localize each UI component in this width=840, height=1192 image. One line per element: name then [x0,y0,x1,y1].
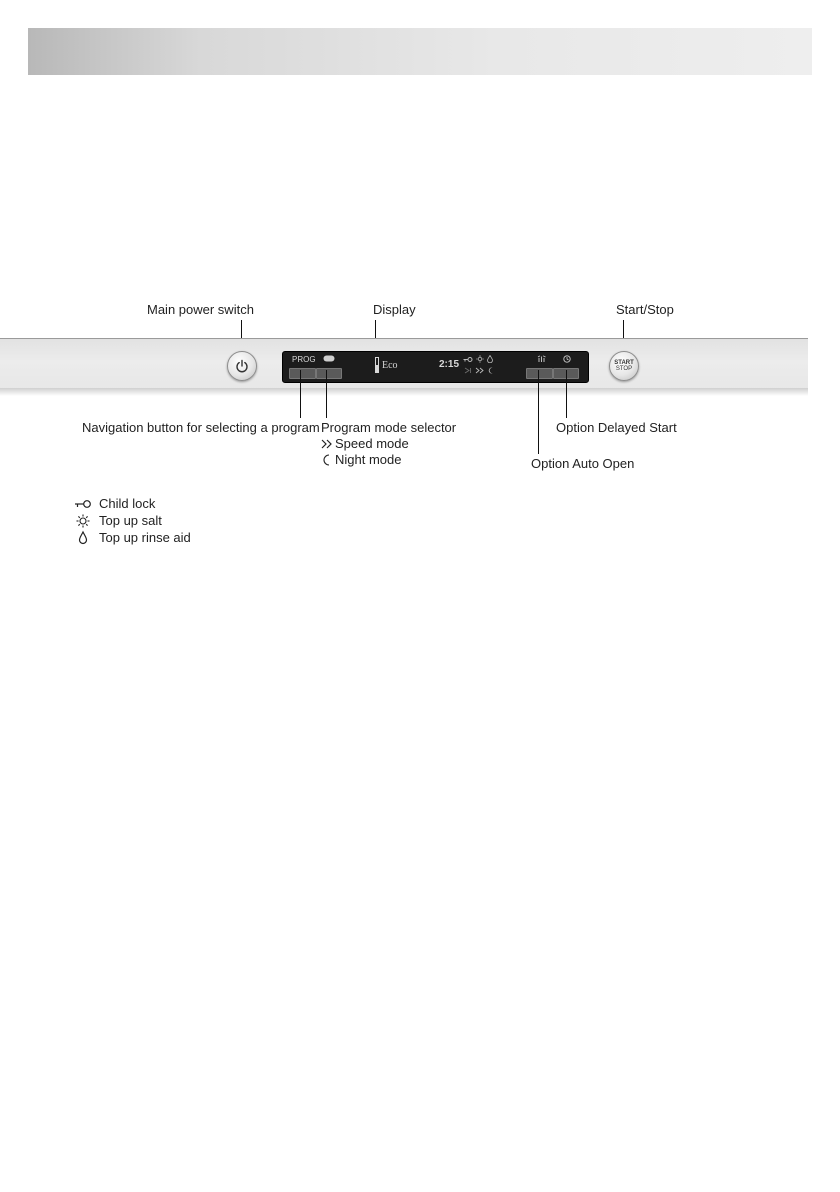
panel-shadow [0,388,808,396]
label-option-auto-open: Option Auto Open [531,456,635,471]
navigation-button[interactable] [289,368,316,379]
speed-mode-indicator-icon [475,367,485,374]
stop-label: STOP [615,366,633,372]
half-load-indicator-icon [464,367,472,374]
label-navigation-button: Navigation button for selecting a program [82,420,320,435]
night-mode-icon [322,454,332,466]
label-start-stop: Start/Stop [616,302,674,317]
prog-label: PROG [292,355,316,364]
program-name: Eco [382,360,398,371]
rinse-aid-indicator-icon [487,355,493,363]
speed-mode-icon [321,439,333,449]
delayed-start-icon [563,355,571,363]
start-label: START [614,360,634,366]
legend-top-up-salt-label: Top up salt [99,513,162,528]
label-main-power-switch: Main power switch [147,302,254,317]
program-mode-icon [323,355,335,362]
label-option-delayed-start: Option Delayed Start [556,420,677,435]
program-mode-selector-button[interactable] [316,368,342,379]
power-icon [235,359,249,373]
speed-mode-label: Speed mode [335,436,409,451]
start-stop-button[interactable] [609,351,639,381]
night-mode-label: Night mode [335,452,402,467]
legend-top-up-rinse-aid-label: Top up rinse aid [99,530,191,545]
leader-auto-open [538,370,539,454]
auto-open-button[interactable] [526,368,553,379]
label-display: Display [373,302,416,317]
legend-child-lock-label: Child lock [99,496,156,511]
salt-icon [74,513,92,529]
night-mode-indicator-icon [488,367,494,374]
label-program-mode-selector: Program mode selector [321,420,457,435]
drop-icon [74,530,92,546]
header-bar [28,28,812,75]
salt-indicator-icon [476,355,484,363]
time-display: 2:15 [439,359,460,370]
child-lock-indicator-icon [463,356,473,363]
temperature-bar-icon [375,357,379,373]
leader-navigation [300,370,301,418]
display [282,351,589,383]
main-power-button[interactable] [227,351,257,381]
key-icon [74,496,92,512]
leader-program-mode [326,370,327,418]
leader-delayed-start [566,370,567,418]
auto-open-icon [537,355,547,363]
